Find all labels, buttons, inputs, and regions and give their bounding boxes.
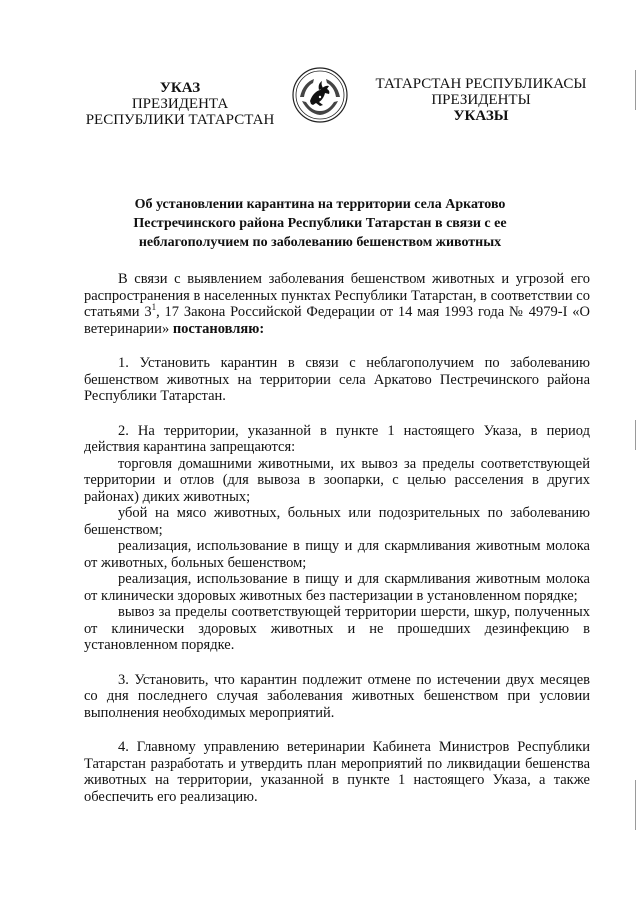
paragraph-2-item: убой на мясо животных, больных или подозрительных по заболеванию бешенством;: [84, 505, 590, 538]
paragraph-2-item: реализация, использование в пищу и для скармливания животным молока от клинически здоровых животных без пастеризации в установленном порядке;: [84, 571, 590, 604]
header-left: [70, 80, 290, 128]
header-left-line-1: УКАЗ: [159, 80, 201, 96]
title-line-3: неблагополучием по заболеванию бешенством животных: [138, 235, 502, 250]
document-body: [84, 271, 590, 805]
paragraph-2: 2. На территории, указанной в пункте 1 настоящего Указа, в период действия карантина запрещаются:: [84, 422, 590, 455]
scan-edge-mark: [635, 780, 636, 830]
header-right: [356, 76, 606, 124]
paragraph-1: 1. Установить карантин в связи с неблагополучием по заболеванию бешенством животных на территории села Аркатово Пестречинского района Республики Татарстан.: [84, 355, 590, 404]
title-line-1: Об установлении карантина на территории села Аркатово: [134, 197, 506, 212]
paragraph-2-item: вывоз за пределы соответствующей территории шерсти, шкур, полученных от клинически здоровых животных и не прошедших дезинфекцию в установленном порядке.: [84, 604, 590, 653]
intro-paragraph: [84, 271, 590, 337]
header-right-line-2: ПРЕЗИДЕНТЫ: [431, 92, 531, 108]
intro-text: В связи с выявлением заболевания бешенством животных и угрозой его распространения в населенных пунктах Республики Татарстан, в соответствии со статьями 3: [84, 271, 590, 320]
paragraph-2-item: реализация, использование в пищу и для скармливания животным молока от животных, больных бешенством;: [84, 538, 590, 571]
intro-decree-word: постановляю:: [172, 320, 265, 337]
header-right-line-1: ТАТАРСТАН РЕСПУБЛИКАСЫ: [375, 76, 587, 92]
header-left-line-3: РЕСПУБЛИКИ ТАТАРСТАН: [85, 112, 275, 128]
intro-superscript: 1: [151, 302, 157, 313]
title-line-2: Пестречинского района Республики Татарстан в связи с ее: [133, 216, 507, 231]
intro-text-2: , 17 Закона Российской Федерации от 14 мая 1993 года № 4979-I «О ветеринарии»: [84, 304, 590, 337]
scan-edge-mark: [635, 70, 636, 110]
paragraph-2-item: торговля домашними животными, их вывоз за пределы соответствующей территории и отлов (для вывоза в зоопарки, с целью расселения в других районах) диких животных;: [84, 455, 590, 505]
header-left-line-2: ПРЕЗИДЕНТА: [131, 96, 229, 112]
document-title: [100, 195, 540, 252]
scan-edge-mark: [635, 420, 636, 450]
paragraph-4: 4. Главному управлению ветеринарии Кабинета Министров Республики Татарстан разработать и утвердить план мероприятий по ликвидации бешенства животных на территории, указанной в пункте 1 настоящего Указа, а также обеспечить его реализацию.: [84, 739, 590, 805]
paragraph-3: 3. Установить, что карантин подлежит отмене по истечении двух месяцев со дня последнего случая заболевания животных бешенством при условии выполнения необходимых мероприятий.: [84, 671, 590, 721]
coat-of-arms-icon: [292, 67, 348, 123]
header-right-line-3: УКАЗЫ: [453, 108, 509, 124]
